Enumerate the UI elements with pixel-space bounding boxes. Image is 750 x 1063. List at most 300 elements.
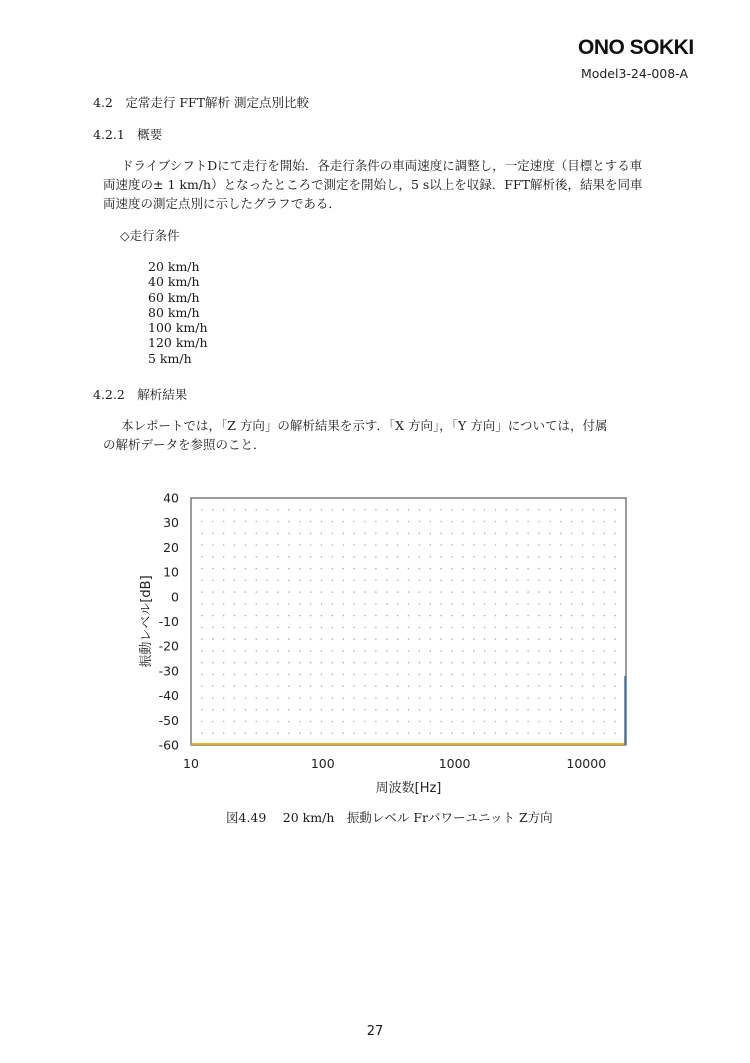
grid-dot (223, 615, 225, 617)
grid-dot (364, 556, 366, 558)
grid-dot (288, 615, 290, 617)
grid-dot (593, 638, 595, 640)
grid-dot (310, 603, 312, 605)
grid-dot (408, 615, 410, 617)
grid-dot (549, 568, 551, 570)
grid-dot (560, 732, 562, 734)
grid-dot (321, 615, 323, 617)
y-tick-label: -20 (158, 638, 179, 654)
grid-dot (234, 674, 236, 676)
grid-dot (430, 521, 432, 523)
grid-dot (321, 568, 323, 570)
grid-dot (245, 615, 247, 617)
grid-dot (419, 674, 421, 676)
grid-dot (364, 591, 366, 593)
grid-dot (604, 685, 606, 687)
grid-dot (495, 721, 497, 723)
grid-dot (321, 721, 323, 723)
grid-dot (256, 638, 258, 640)
grid-dot (212, 650, 214, 652)
grid-dot (343, 674, 345, 676)
grid-dot (538, 709, 540, 711)
grid-dot (397, 521, 399, 523)
grid-dot (288, 732, 290, 734)
grid-dot (484, 709, 486, 711)
grid-dot (560, 685, 562, 687)
grid-dot (299, 685, 301, 687)
grid-dot (430, 662, 432, 664)
grid-dot (364, 697, 366, 699)
grid-dot (560, 697, 562, 699)
grid-dot (266, 544, 268, 546)
grid-dot (571, 638, 573, 640)
grid-dot (440, 721, 442, 723)
grid-dot (375, 509, 377, 511)
grid-dot (310, 709, 312, 711)
grid-dot (343, 544, 345, 546)
grid-dot (614, 509, 616, 511)
grid-dot (332, 568, 334, 570)
grid-dot (234, 650, 236, 652)
grid-dot (321, 638, 323, 640)
grid-dot (212, 721, 214, 723)
grid-dot (495, 568, 497, 570)
grid-dot (256, 627, 258, 629)
grid-dot (266, 697, 268, 699)
grid-dot (310, 533, 312, 535)
grid-dot (451, 697, 453, 699)
grid-dot (560, 627, 562, 629)
grid-dot (440, 697, 442, 699)
grid-dot (549, 697, 551, 699)
grid-dot (451, 638, 453, 640)
grid-dot (538, 697, 540, 699)
grid-dot (484, 509, 486, 511)
grid-dot (288, 580, 290, 582)
grid-dot (256, 544, 258, 546)
grid-dot (506, 697, 508, 699)
grid-dot (538, 650, 540, 652)
grid-dot (473, 638, 475, 640)
grid-dot (212, 732, 214, 734)
grid-dot (419, 533, 421, 535)
grid-dot (604, 580, 606, 582)
y-tick-label: -30 (158, 663, 179, 679)
grid-dot (375, 544, 377, 546)
grid-dot (288, 662, 290, 664)
grid-dot (375, 650, 377, 652)
grid-dot (223, 533, 225, 535)
grid-dot (473, 591, 475, 593)
grid-dot (332, 662, 334, 664)
page-number: 27 (366, 1024, 384, 1039)
x-tick-labels (183, 756, 606, 771)
chart-svg (130, 485, 650, 800)
grid-dot (473, 580, 475, 582)
grid-dot (245, 732, 247, 734)
grid-dot (386, 509, 388, 511)
grid-dot (364, 721, 366, 723)
grid-dot (364, 544, 366, 546)
results-paragraph (103, 416, 683, 454)
grid-dot (451, 721, 453, 723)
grid-dot (397, 533, 399, 535)
grid-dot (299, 603, 301, 605)
logo-text: ONO SOKKI (578, 36, 694, 59)
grid-dot (527, 662, 529, 664)
grid-dot (549, 521, 551, 523)
overview-line: 両速度の± 1 km/h）となったところで測定を開始し，5 s以上を収録．FFT解析後，結果を同車 (103, 177, 643, 192)
grid-dot (288, 591, 290, 593)
grid-dot (419, 591, 421, 593)
grid-dot (473, 568, 475, 570)
grid-dot (614, 615, 616, 617)
grid-dot (277, 685, 279, 687)
grid-dot (245, 603, 247, 605)
grid-dot (538, 533, 540, 535)
grid-dot (419, 685, 421, 687)
grid-dot (343, 721, 345, 723)
grid-dot (451, 627, 453, 629)
grid-dot (386, 521, 388, 523)
grid-dot (430, 615, 432, 617)
grid-dot (419, 627, 421, 629)
grid-dot (299, 580, 301, 582)
x-tick-label: 1000 (438, 756, 471, 771)
grid-dot (538, 685, 540, 687)
grid-dot (223, 685, 225, 687)
grid-dot (288, 709, 290, 711)
grid-dot (473, 709, 475, 711)
grid-dot (212, 591, 214, 593)
grid-dot (604, 650, 606, 652)
grid-dot (277, 674, 279, 676)
grid-dot (604, 509, 606, 511)
grid-dot (353, 638, 355, 640)
grid-dot (549, 615, 551, 617)
grid-dot (473, 521, 475, 523)
grid-dot (364, 615, 366, 617)
grid-dot (266, 603, 268, 605)
grid-dot (517, 568, 519, 570)
grid-dot (484, 521, 486, 523)
grid-dot (495, 674, 497, 676)
grid-dot (245, 533, 247, 535)
ono-sokki-logo (578, 36, 694, 62)
grid-dot (527, 521, 529, 523)
grid-dot (549, 685, 551, 687)
grid-dot (299, 591, 301, 593)
grid-dot (604, 662, 606, 664)
grid-dot (538, 721, 540, 723)
grid-dot (245, 650, 247, 652)
grid-dot (212, 544, 214, 546)
grid-dot (473, 556, 475, 558)
grid-dot (375, 627, 377, 629)
grid-dot (604, 544, 606, 546)
grid-dot (451, 533, 453, 535)
grid-dot (582, 521, 584, 523)
grid-dot (430, 674, 432, 676)
grid-dot (419, 732, 421, 734)
grid-dot (495, 580, 497, 582)
grid-dot (560, 603, 562, 605)
grid-dot (386, 533, 388, 535)
conditions-label: ◇走行条件 (120, 228, 180, 243)
grid-dot (234, 591, 236, 593)
grid-dot (593, 591, 595, 593)
grid-dot (440, 732, 442, 734)
grid-dot (517, 685, 519, 687)
grid-dot (549, 650, 551, 652)
grid-dot (397, 721, 399, 723)
grid-dot (408, 674, 410, 676)
grid-dot (484, 603, 486, 605)
grid-dot (593, 603, 595, 605)
grid-dot (549, 627, 551, 629)
grid-dot (614, 685, 616, 687)
grid-dot (256, 603, 258, 605)
grid-dot (223, 650, 225, 652)
grid-dot (386, 697, 388, 699)
grid-dot (484, 721, 486, 723)
grid-dot (614, 533, 616, 535)
grid-dot (484, 627, 486, 629)
grid-dot (549, 533, 551, 535)
grid-dot (549, 591, 551, 593)
y-tick-label: -10 (158, 614, 179, 629)
grid-dot (527, 533, 529, 535)
grid-dot (245, 556, 247, 558)
grid-dot (299, 521, 301, 523)
grid-dot (386, 591, 388, 593)
grid-dot (451, 591, 453, 593)
grid-dot (495, 509, 497, 511)
grid-dot (527, 638, 529, 640)
grid-dot (321, 591, 323, 593)
grid-dot (277, 650, 279, 652)
grid-dot (310, 556, 312, 558)
grid-dot (277, 627, 279, 629)
grid-dot (234, 580, 236, 582)
grid-dot (440, 544, 442, 546)
grid-dot (517, 650, 519, 652)
grid-dot (582, 674, 584, 676)
grid-dot (549, 662, 551, 664)
grid-dot (462, 556, 464, 558)
grid-dot (440, 674, 442, 676)
grid-dot (266, 615, 268, 617)
grid-dot (527, 556, 529, 558)
grid-dot (234, 732, 236, 734)
grid-dot (506, 521, 508, 523)
y-tick-label: 30 (163, 515, 179, 531)
grid-dot (495, 627, 497, 629)
grid-dot (430, 509, 432, 511)
grid-dot (462, 674, 464, 676)
grid-dot (321, 509, 323, 511)
grid-dot (495, 650, 497, 652)
grid-dot (419, 580, 421, 582)
grid-dot (614, 627, 616, 629)
grid-dot (593, 732, 595, 734)
grid-dot (440, 650, 442, 652)
grid-dot (353, 685, 355, 687)
grid-dot (245, 697, 247, 699)
grid-dot (353, 732, 355, 734)
grid-dot (527, 685, 529, 687)
grid-dot (299, 638, 301, 640)
grid-dot (277, 580, 279, 582)
grid-dot (604, 615, 606, 617)
grid-dot (473, 732, 475, 734)
grid-dot (462, 627, 464, 629)
grid-dot (234, 509, 236, 511)
grid-dot (343, 685, 345, 687)
grid-dot (375, 521, 377, 523)
x-tick-label: 10000 (566, 756, 607, 771)
grid-dot (375, 674, 377, 676)
speed-item: 40 km/h (148, 274, 200, 290)
grid-dot (277, 556, 279, 558)
grid-dot (451, 662, 453, 664)
grid-dot (408, 709, 410, 711)
grid-dot (266, 674, 268, 676)
grid-dot (506, 674, 508, 676)
grid-dot (430, 544, 432, 546)
grid-dot (245, 721, 247, 723)
grid-dot (375, 721, 377, 723)
grid-dot (353, 627, 355, 629)
grid-dot (560, 709, 562, 711)
grid-dot (408, 556, 410, 558)
grid-dot (288, 568, 290, 570)
grid-dot (386, 603, 388, 605)
grid-dot (495, 533, 497, 535)
grid-dot (201, 521, 203, 523)
grid-dot (593, 721, 595, 723)
grid-dot (299, 544, 301, 546)
grid-dot (364, 521, 366, 523)
grid-dot (234, 709, 236, 711)
grid-dot (266, 591, 268, 593)
grid-dot (582, 697, 584, 699)
grid-dot (527, 721, 529, 723)
grid-dot (430, 721, 432, 723)
grid-dot (212, 627, 214, 629)
grid-dot (538, 556, 540, 558)
grid-dot (440, 568, 442, 570)
grid-dot (234, 603, 236, 605)
grid-dot (495, 685, 497, 687)
grid-dot (223, 568, 225, 570)
grid-dot (549, 556, 551, 558)
grid-dot (549, 732, 551, 734)
grid-dot (560, 544, 562, 546)
grid-dot (582, 533, 584, 535)
grid-dot (517, 509, 519, 511)
grid-dot (582, 556, 584, 558)
grid-dot (614, 568, 616, 570)
grid-dot (288, 521, 290, 523)
grid-dot (397, 556, 399, 558)
grid-dot (527, 591, 529, 593)
grid-dot (212, 556, 214, 558)
grid-dot (473, 721, 475, 723)
grid-dot (430, 591, 432, 593)
grid-dot (593, 685, 595, 687)
grid-dot (430, 556, 432, 558)
grid-dot (256, 580, 258, 582)
grid-dot (234, 685, 236, 687)
grid-dot (604, 603, 606, 605)
grid-dot (397, 544, 399, 546)
grid-dot (212, 709, 214, 711)
grid-dot (506, 509, 508, 511)
grid-dot (256, 533, 258, 535)
grid-dot (582, 509, 584, 511)
grid-dot (517, 544, 519, 546)
grid-dot (560, 721, 562, 723)
grid-dot (353, 662, 355, 664)
grid-dot (614, 544, 616, 546)
grid-dot (321, 627, 323, 629)
grid-dot (256, 568, 258, 570)
grid-dot (277, 709, 279, 711)
grid-dot (527, 674, 529, 676)
grid-dot (582, 638, 584, 640)
grid-dot (593, 674, 595, 676)
grid-dot (484, 615, 486, 617)
grid-dot (343, 603, 345, 605)
grid-dot (430, 603, 432, 605)
grid-dot (386, 721, 388, 723)
grid-dot (277, 697, 279, 699)
grid-dot (353, 556, 355, 558)
grid-dot (321, 521, 323, 523)
grid-dot (495, 521, 497, 523)
grid-dot (430, 627, 432, 629)
grid-dot (440, 533, 442, 535)
grid-dot (375, 697, 377, 699)
grid-dot (495, 591, 497, 593)
grid-dot (560, 638, 562, 640)
grid-dot (560, 509, 562, 511)
grid-dot (506, 650, 508, 652)
grid-dot (299, 568, 301, 570)
grid-dot (201, 556, 203, 558)
grid-dot (419, 709, 421, 711)
grid-dot (277, 591, 279, 593)
grid-dot (277, 662, 279, 664)
grid-dot (462, 533, 464, 535)
overview-line: 両速度の測定点別に示したグラフである． (103, 196, 341, 211)
grid-dot (343, 521, 345, 523)
grid-dot (201, 732, 203, 734)
grid-dot (234, 533, 236, 535)
grid-dot (375, 533, 377, 535)
grid-dot (462, 638, 464, 640)
grid-dot (397, 697, 399, 699)
grid-dot (266, 627, 268, 629)
grid-dot (364, 603, 366, 605)
grid-dot (527, 568, 529, 570)
grid-dot (538, 544, 540, 546)
model-number: Model3-24-008-A (580, 66, 688, 81)
figure-caption: 図4.49 20 km/h 振動レベル Frパワーユニット Z方向 (226, 810, 553, 825)
grid-dot (364, 674, 366, 676)
grid-dot (484, 591, 486, 593)
